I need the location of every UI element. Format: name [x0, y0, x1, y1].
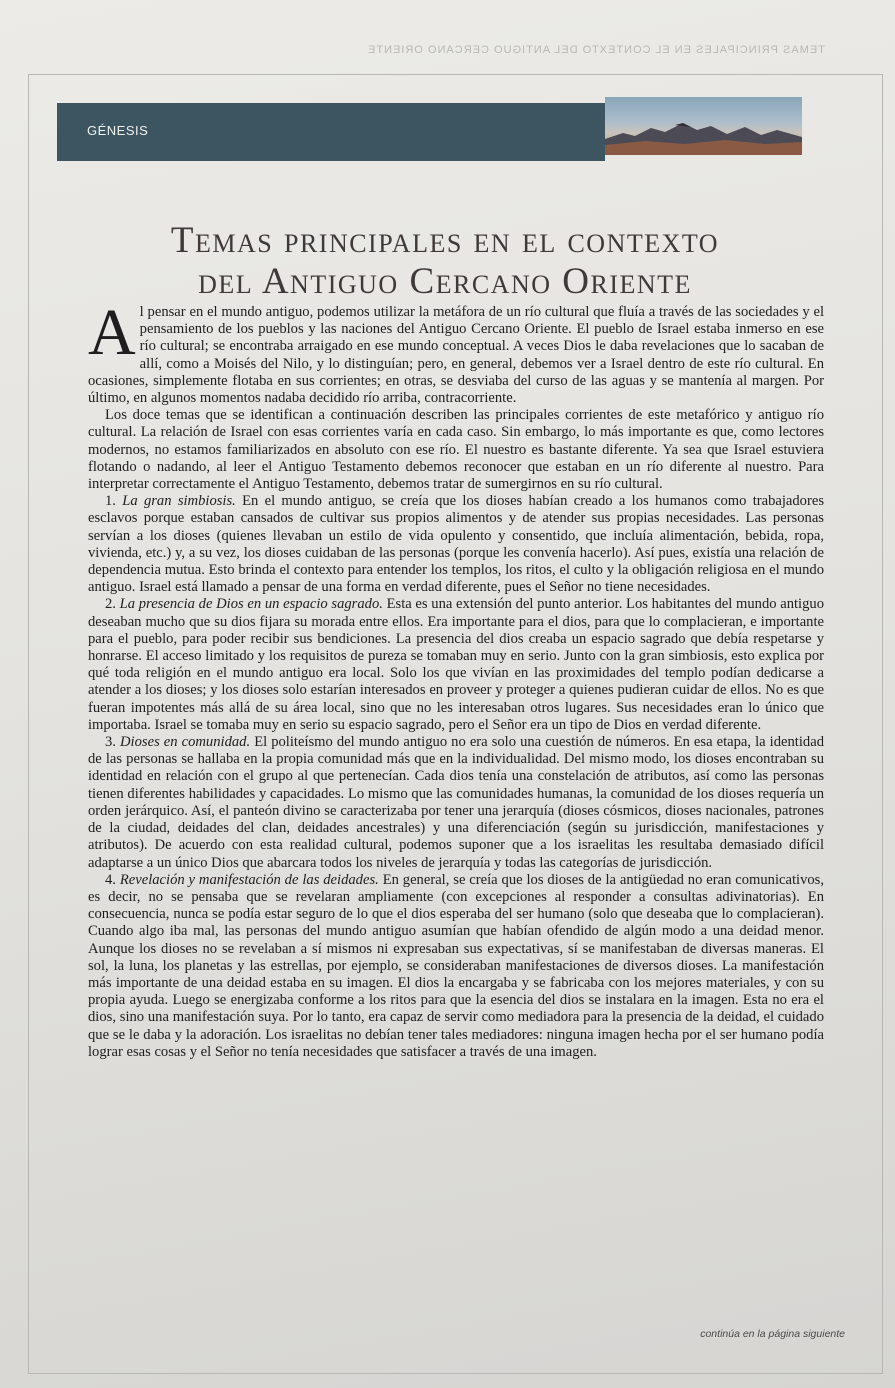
running-head-bleedthrough: TEMAS PRINCIPALES EN EL CONTEXTO DEL ANTIGUO CERCANO ORIENTE: [367, 44, 825, 56]
intro-paragraph-text: l pensar en el mundo antiguo, podemos utilizar la metáfora de un río cultural que fluía a través de las sociedades y el pensamiento de los pueblos y las naciones del Antiguo Cercano Oriente. El pueblo de Israel estaba inmerso en ese río cultural; se encontraba arraigado en ese mundo conceptual. A veces Dios le daba revelaciones que lo sacaban de allí, como a Moisés del Nilo, y lo distinguían; pero, en general, debemos ver a Israel dentro de este río cultural. En ocasiones, simplemente flotaba en sus corrientes; en otras, se desviaba del curso de las aguas y se mantenía al margen. Por último, en algunos momentos nadaba decidido río arriba, contracorriente.: [88, 304, 824, 407]
theme-item-2: [88, 596, 824, 734]
intro-paragraph-2: Los doce temas que se identifican a continuación describen las principales corrientes de este metafórico y antiguo río cultural. La relación de Israel con esas corrientes varía en cada caso. Sin embargo, lo más importante es que, como lectores modernos, no estamos familiarizados en absoluto con ese río. El nuestro es bastante diferente. Ya sea que Israel estuviera flotando o nadando, al leer el Antiguo Testamento debemos reconocer que estaban en un río diferente al nuestro. Para interpretar correctamente el Antiguo Testamento, debemos tratar de sumergirnos en su río cultural.: [88, 407, 824, 493]
theme-text: El politeísmo del mundo antiguo no era solo una cuestión de números. En esa etapa, la identidad de las personas se hallaba en la propia comunidad más que en la individualidad. Del mismo modo, los dioses encontraban su identidad en relación con el grupo al que pertenecían. Cada dios tenía una constelación de atributos, así como las personas tienen diferentes habilidades y capacidades. Lo mismo que las comunidades humanas, la comunidad de los dioses requería un orden jerárquico. Así, el panteón divino se caracterizaba por tener una jerarquía (dioses cósmicos, dioses nacionales, patrones de la ciudad, deidades del clan, deidades ancestrales) y una diferenciación (según su jurisdicción, manifestaciones y atributos). De acuerdo con esta realidad cultural, podemos suponer que a los israelitas les resultaba demasiado difícil adaptarse a un único Dios que abarcara todos los niveles de jerarquía y todas las categorías de jurisdicción.: [88, 734, 824, 871]
theme-title: Revelación y manifestación de las deidades.: [119, 871, 379, 888]
section-header-bar: [57, 103, 605, 161]
theme-text: Esta es una extensión del punto anterior. Los habitantes del mundo antiguo deseaban mucho que su dios fijara su morada entre ellos. Era importante para el dios, para que lo complacieran, e importante para el pueblo, para poder recibir sus bendiciones. La presencia del dios creaba un espacio sagrado que debía respetarse y honrarse. El acceso limitado y los requisitos de pureza se tomaban muy en serio. Junto con la gran simbiosis, esto explica por qué toda religión en el mundo antiguo era local. Solo los que vivían en las proximidades del templo podían dedicarse a atender a los dioses; y los dioses solo estarían interesados en proveer y proteger a quienes pudieran cuidar de ellos. No es que fueran impotentes más allá de su área local, sino que no les interesaban otros lugares. Sus necesidades eran lo único que importaba. Israel se tomaba muy en serio su espacio sagrado, pero el Señor era un tipo de Dios en verdad diferente.: [88, 596, 824, 733]
landscape-image: [605, 97, 802, 155]
title-line-2: del Antiguo Cercano Oriente: [198, 261, 692, 302]
title-line-1: Temas principales en el contexto: [170, 220, 720, 261]
drop-cap: A: [88, 296, 136, 369]
article-body: [88, 296, 825, 1061]
continues-next-page-note: continúa en la página siguiente: [700, 1328, 845, 1340]
theme-title: Dioses en comunidad.: [120, 734, 251, 751]
theme-number: 2.: [105, 596, 116, 613]
theme-text: En general, se creía que los dioses de la antigüedad no eran comunicativos, es decir, no se pensaba que se revelaran ampliamente (con excepciones al responder a consultas adivinatorias). En consecuencia, nunca se podía estar seguro de lo que el dios esperaba del ser humano (solo que deseaba que lo complacieran). Cuando algo iba mal, las personas del mundo antiguo asumían que habían ofendido de algún modo a una deidad menor. Aunque los dioses no se revelaban a sí mismos ni expresaban sus expectativas, sí se manifestaban de diversas maneras. El sol, la luna, los planetas y las estrellas, por ejemplo, se consideraban manifestaciones de diversos dioses. La manifestación más importante de una deidad estaba en su imagen. El dios la encargaba y se fabricaba con los mejores materiales, y con su propia ayuda. Luego se energizaba conforme a los ritos para que la esencia del dios se instalara en la imagen. Esta no era el dios, sino una manifestación suya. Por lo tanto, era capaz de servir como mediadora para la presencia de la deidad, el cuidado que se le daba y la adoración. Los israelitas no debían tener tales mediadores: ninguna imagen hecha por el ser humano podía lograr esas cosas y el Señor no tenía necesidades que satisfacer a través de una imagen.: [88, 871, 825, 1060]
theme-number: 1.: [105, 493, 116, 510]
theme-title: La presencia de Dios en un espacio sagrado.: [119, 596, 383, 613]
theme-item-3: [88, 734, 824, 872]
theme-number: 3.: [105, 734, 116, 751]
intro-paragraph: [88, 296, 824, 407]
book-name-label: GÉNESIS: [87, 123, 149, 138]
theme-number: 4.: [105, 871, 116, 888]
theme-text: En el mundo antiguo, se creía que los dioses habían creado a los humanos como trabajadores esclavos porque estaban cansados de cultivar sus propios alimentos y de atender sus propias necesidades. Las personas servían a los dioses (quienes llevaban un estilo de vida opulento y consentido, que incluía alimentación, bebida, ropa, vivienda, etc.) y, a su vez, los dioses cuidaban de las personas (porque les convenía hacerlo). Así pues, existía una relación de dependencia mutua. Esto brinda el contexto para entender los templos, los ritos, el culto y la obligación religiosa en el mundo antiguo. Israel está llamado a pensar de una forma en verdad diferente, pues el Señor no tiene necesidades.: [88, 493, 824, 596]
theme-item-1: [88, 493, 824, 596]
page-title: [60, 220, 830, 302]
theme-item-4: [88, 872, 824, 1061]
theme-title: La gran simbiosis.: [122, 493, 236, 510]
mountain-landscape-icon: [605, 97, 802, 155]
